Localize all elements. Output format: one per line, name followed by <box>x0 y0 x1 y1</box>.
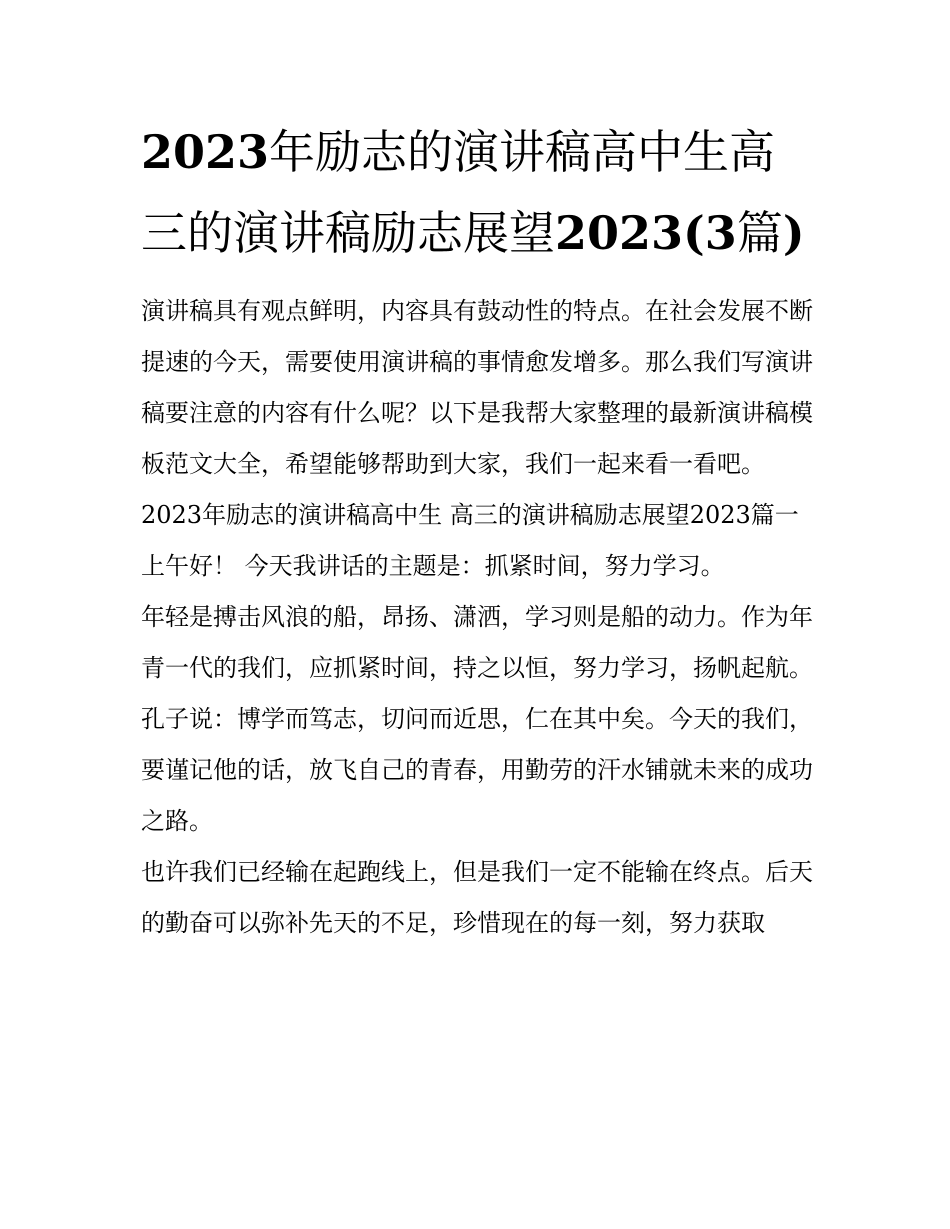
greeting-paragraph: 上午好！ 今天我讲话的主题是：抓紧时间，努力学习。 <box>141 552 725 580</box>
document-title <box>141 112 813 274</box>
title-part-5: ) <box>782 206 805 260</box>
body-paragraph-3: 也许我们已经输在起跑线上，但是我们一定不能输在终点。后天的勤奋可以弥补先天的不足，珍惜现在的每一刻，努力获取 <box>141 858 813 937</box>
title-part-4: 篇 <box>736 206 783 260</box>
section-heading: 2023年励志的演讲稿高中生 高三的演讲稿励志展望2023篇一 <box>141 501 799 529</box>
body-paragraph-2: 孔子说：博学而笃志，切问而近思，仁在其中矣。今天的我们，要谨记他的话，放飞自己的青春，用勤劳的汗水铺就未来的成功之路。 <box>141 705 813 835</box>
body-paragraph-1: 年轻是搏击风浪的船，昂扬、潇洒，学习则是船的动力。作为年青一代的我们，应抓紧时间，持之以恒，努力学习，扬帆起航。 <box>141 603 813 682</box>
title-part-2: 年励志的演讲稿高中生高三的演讲稿励志展望 <box>141 125 776 260</box>
title-part-3: 2023(3 <box>555 206 737 260</box>
title-part-1: 2023 <box>141 125 270 179</box>
document-content <box>141 112 813 949</box>
intro-paragraph: 演讲稿具有观点鲜明，内容具有鼓动性的特点。在社会发展不断提速的今天，需要使用演讲稿的事情愈发增多。那么我们写演讲稿要注意的内容有什么呢？以下是我帮大家整理的最新演讲稿模板范文大全，希望能够帮助到大家，我们一起来看一看吧。 <box>141 297 813 478</box>
